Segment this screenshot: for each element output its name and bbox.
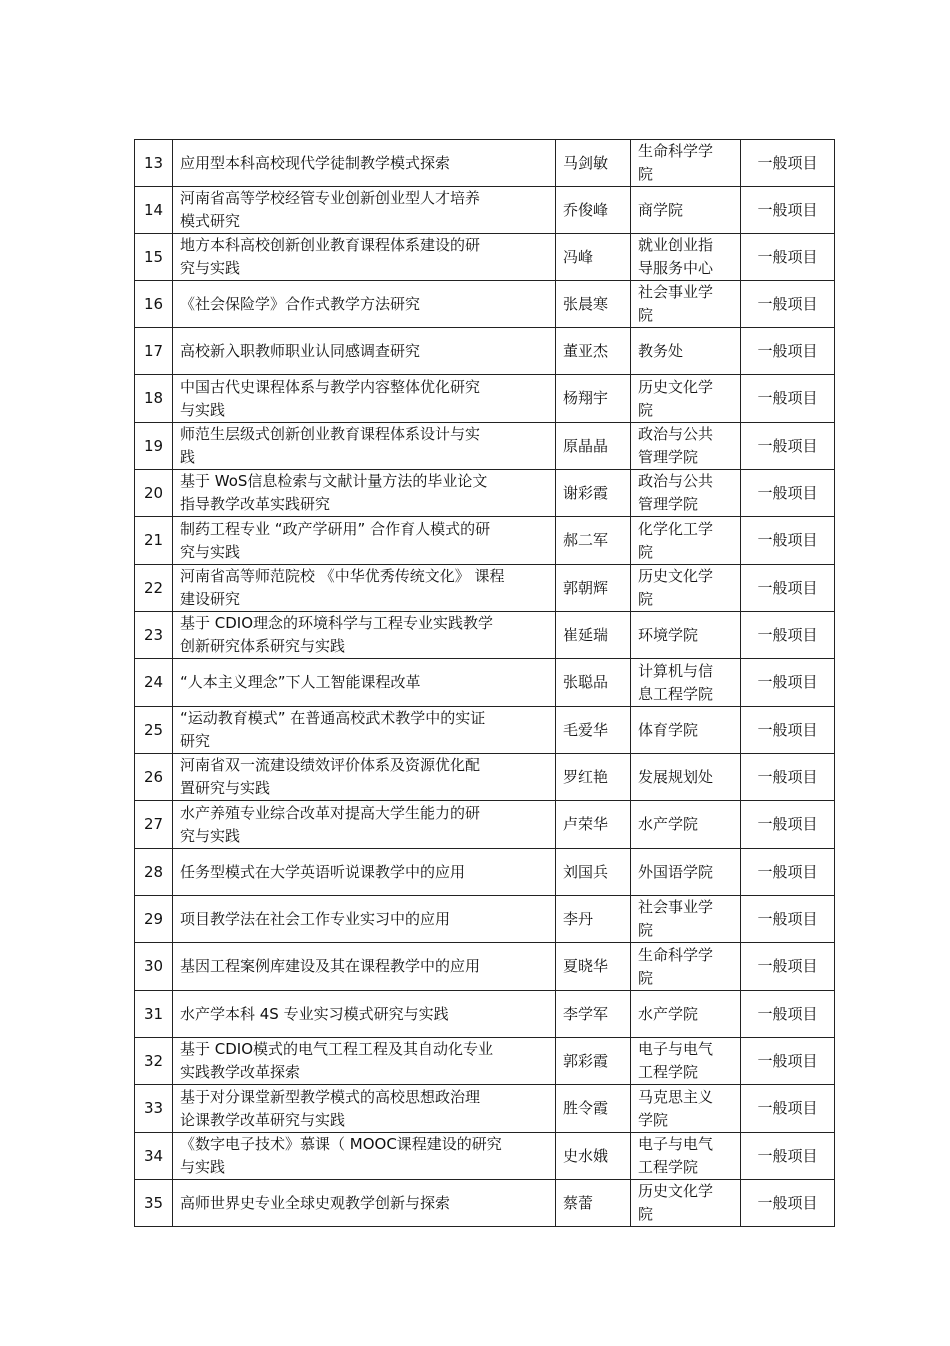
- project-leader-cell: [556, 234, 631, 281]
- row-number-cell: [135, 896, 173, 943]
- project-unit: 计算机与信 息工程学院: [638, 661, 714, 703]
- row-number-cell: [135, 612, 173, 659]
- project-type: 一般项目: [757, 200, 818, 219]
- row-number-cell: [135, 565, 173, 612]
- project-unit: 电子与电气 工程学院: [638, 1040, 714, 1081]
- project-type: 一般项目: [757, 341, 818, 360]
- project-type-cell: [741, 1085, 835, 1133]
- project-unit-cell: [631, 281, 741, 328]
- project-title-cell: [173, 612, 556, 659]
- project-leader-cell: [556, 140, 631, 187]
- project-type-cell: [741, 140, 835, 187]
- project-type-cell: [741, 281, 835, 328]
- project-title: 基于 CDIO模式的电气工程工程及其自动化专业 实践教学改革探索: [180, 1040, 494, 1081]
- project-type: 一般项目: [757, 1146, 818, 1165]
- project-type: 一般项目: [757, 1099, 818, 1117]
- project-leader: 杨翔宇: [563, 389, 609, 407]
- project-unit-cell: [631, 375, 741, 423]
- project-leader: 崔延瑞: [563, 625, 609, 644]
- table-row: [135, 943, 835, 991]
- row-number: 18: [143, 389, 164, 407]
- row-number: 29: [143, 909, 164, 928]
- project-type-cell: [741, 470, 835, 517]
- project-leader: 原晶晶: [563, 436, 609, 455]
- project-title-cell: [173, 328, 556, 375]
- project-unit-cell: [631, 565, 741, 612]
- project-title: 应用型本科高校现代学徒制教学模式探索: [180, 153, 451, 172]
- project-leader-cell: [556, 1133, 631, 1180]
- row-number-cell: [135, 849, 173, 896]
- row-number: 17: [143, 341, 164, 360]
- project-leader-cell: [556, 1180, 631, 1227]
- project-title: 水产学本科 4S 专业实习模式研究与实践: [180, 1004, 449, 1023]
- project-title-cell: [173, 423, 556, 470]
- project-unit: 历史文化学 院: [638, 1182, 714, 1223]
- project-table: [134, 139, 835, 1227]
- table-row: [135, 140, 835, 187]
- row-number-cell: [135, 470, 173, 517]
- project-unit-cell: [631, 943, 741, 991]
- project-unit: 教务处: [638, 341, 684, 360]
- project-unit-cell: [631, 1180, 741, 1227]
- project-unit: 发展规划处: [638, 767, 714, 786]
- project-leader: 卢荣华: [563, 815, 609, 833]
- project-unit: 历史文化学 院: [638, 567, 714, 608]
- table-row: [135, 849, 835, 896]
- project-title-cell: [173, 1133, 556, 1180]
- row-number-cell: [135, 375, 173, 423]
- project-unit-cell: [631, 234, 741, 281]
- project-leader-cell: [556, 423, 631, 470]
- project-leader: 夏晓华: [563, 957, 609, 975]
- project-type: 一般项目: [757, 247, 818, 266]
- project-leader-cell: [556, 612, 631, 659]
- project-unit: 马克思主义 学院: [638, 1087, 714, 1129]
- project-type-cell: [741, 1038, 835, 1085]
- project-leader: 冯峰: [563, 247, 594, 266]
- row-number: 25: [143, 720, 164, 739]
- project-title-cell: [173, 281, 556, 328]
- project-unit-cell: [631, 707, 741, 754]
- project-type: 一般项目: [757, 815, 818, 833]
- project-type: 一般项目: [757, 389, 818, 407]
- project-title-cell: [173, 801, 556, 849]
- project-type: 一般项目: [757, 862, 818, 881]
- project-title-cell: [173, 140, 556, 187]
- project-type: 一般项目: [757, 294, 818, 313]
- project-type-cell: [741, 801, 835, 849]
- project-unit: 历史文化学 院: [638, 377, 714, 419]
- project-title: 基于 WoS信息检索与文献计量方法的毕业论文 指导教学改革实践研究: [180, 472, 488, 513]
- project-unit-cell: [631, 991, 741, 1038]
- project-leader: 谢彩霞: [563, 483, 609, 502]
- project-unit: 体育学院: [638, 720, 699, 739]
- row-number-cell: [135, 801, 173, 849]
- project-type-cell: [741, 565, 835, 612]
- project-title: 基于对分课堂新型教学模式的高校思想政治理 论课教学改革研究与实践: [180, 1087, 481, 1129]
- project-title: 地方本科高校创新创业教育课程体系建设的研 究与实践: [180, 236, 481, 277]
- row-number: 30: [143, 957, 164, 975]
- project-table-body: [135, 140, 835, 1227]
- project-unit-cell: [631, 612, 741, 659]
- row-number: 20: [143, 483, 164, 502]
- project-title: 河南省双一流建设绩效评价体系及资源优化配 置研究与实践: [180, 756, 481, 797]
- row-number-cell: [135, 659, 173, 707]
- project-unit-cell: [631, 328, 741, 375]
- project-leader: 郭朝辉: [563, 578, 609, 597]
- project-title-cell: [173, 565, 556, 612]
- row-number-cell: [135, 423, 173, 470]
- project-type: 一般项目: [757, 531, 818, 549]
- project-unit-cell: [631, 1133, 741, 1180]
- table-row: [135, 565, 835, 612]
- project-type-cell: [741, 754, 835, 801]
- project-leader-cell: [556, 187, 631, 234]
- table-row: [135, 707, 835, 754]
- project-type-cell: [741, 849, 835, 896]
- project-leader: 郝二军: [563, 531, 609, 549]
- row-number: 34: [143, 1146, 164, 1165]
- project-unit: 生命科学学 院: [638, 142, 714, 183]
- project-leader: 马剑敏: [563, 153, 609, 172]
- row-number: 32: [143, 1051, 164, 1070]
- table-row: [135, 423, 835, 470]
- project-type-cell: [741, 1133, 835, 1180]
- row-number: 35: [143, 1193, 164, 1212]
- project-unit-cell: [631, 849, 741, 896]
- project-unit: 生命科学学 院: [638, 945, 714, 987]
- project-unit: 环境学院: [638, 625, 699, 644]
- project-type: 一般项目: [757, 1004, 818, 1023]
- project-unit: 外国语学院: [638, 862, 714, 881]
- row-number-cell: [135, 187, 173, 234]
- project-type-cell: [741, 991, 835, 1038]
- project-unit-cell: [631, 801, 741, 849]
- project-type: 一般项目: [757, 909, 818, 928]
- project-title: 中国古代史课程体系与教学内容整体优化研究 与实践: [180, 377, 481, 419]
- row-number-cell: [135, 707, 173, 754]
- project-unit: 水产学院: [638, 1004, 699, 1023]
- project-type: 一般项目: [757, 153, 818, 172]
- row-number-cell: [135, 281, 173, 328]
- project-type: 一般项目: [757, 1051, 818, 1070]
- project-leader: 李学军: [563, 1004, 609, 1023]
- table-row: [135, 612, 835, 659]
- project-title-cell: [173, 1180, 556, 1227]
- table-row: [135, 328, 835, 375]
- row-number: 21: [143, 531, 164, 549]
- project-type: 一般项目: [757, 1193, 818, 1212]
- project-type-cell: [741, 896, 835, 943]
- project-unit-cell: [631, 1085, 741, 1133]
- project-title: “运动教育模式” 在普通高校武术教学中的实证 研究: [180, 709, 486, 750]
- row-number: 16: [143, 294, 164, 313]
- row-number: 22: [143, 578, 164, 597]
- project-title-cell: [173, 234, 556, 281]
- table-row: [135, 1085, 835, 1133]
- project-leader-cell: [556, 281, 631, 328]
- table-row: [135, 470, 835, 517]
- table-row: [135, 187, 835, 234]
- row-number-cell: [135, 943, 173, 991]
- project-type-cell: [741, 1180, 835, 1227]
- project-unit-cell: [631, 423, 741, 470]
- project-unit-cell: [631, 754, 741, 801]
- project-unit-cell: [631, 140, 741, 187]
- project-type: 一般项目: [757, 673, 818, 691]
- project-title: 河南省高等师范院校 《中华优秀传统文化》 课程 建设研究: [180, 567, 505, 608]
- project-unit: 社会事业学 院: [638, 898, 714, 939]
- project-unit: 商学院: [638, 200, 684, 219]
- table-row: [135, 375, 835, 423]
- project-type: 一般项目: [757, 625, 818, 644]
- project-leader: 张聪品: [563, 673, 609, 691]
- project-type-cell: [741, 707, 835, 754]
- project-title-cell: [173, 659, 556, 707]
- row-number: 23: [143, 625, 164, 644]
- table-row: [135, 281, 835, 328]
- project-title: 基因工程案例库建设及其在课程教学中的应用: [180, 957, 481, 975]
- row-number: 19: [143, 436, 164, 455]
- project-leader-cell: [556, 375, 631, 423]
- project-type: 一般项目: [757, 720, 818, 739]
- project-title-cell: [173, 517, 556, 565]
- project-unit: 就业创业指 导服务中心: [638, 236, 714, 277]
- row-number-cell: [135, 1085, 173, 1133]
- project-leader-cell: [556, 565, 631, 612]
- project-title: 水产养殖专业综合改革对提高大学生能力的研 究与实践: [180, 803, 481, 845]
- project-leader: 蔡蕾: [563, 1193, 594, 1212]
- row-number-cell: [135, 1180, 173, 1227]
- project-unit: 社会事业学 院: [638, 283, 714, 324]
- project-leader: 毛爱华: [563, 720, 609, 739]
- row-number: 27: [143, 815, 164, 833]
- project-leader-cell: [556, 1085, 631, 1133]
- project-unit-cell: [631, 896, 741, 943]
- project-title-cell: [173, 943, 556, 991]
- row-number-cell: [135, 1133, 173, 1180]
- project-type-cell: [741, 234, 835, 281]
- row-number: 33: [143, 1099, 164, 1117]
- project-type-cell: [741, 328, 835, 375]
- project-title-cell: [173, 991, 556, 1038]
- table-row: [135, 991, 835, 1038]
- project-title-cell: [173, 1085, 556, 1133]
- project-leader: 罗红艳: [563, 767, 609, 786]
- project-unit: 政治与公共 管理学院: [638, 425, 714, 466]
- project-type-cell: [741, 612, 835, 659]
- project-type: 一般项目: [757, 578, 818, 597]
- project-type: 一般项目: [757, 957, 818, 975]
- row-number: 28: [143, 862, 164, 881]
- row-number: 15: [143, 247, 164, 266]
- project-title-cell: [173, 375, 556, 423]
- row-number-cell: [135, 754, 173, 801]
- project-title: “人本主义理念”下人工智能课程改革: [180, 673, 421, 691]
- row-number-cell: [135, 517, 173, 565]
- project-leader: 乔俊峰: [563, 200, 609, 219]
- project-leader-cell: [556, 707, 631, 754]
- row-number: 24: [143, 673, 164, 691]
- project-type: 一般项目: [757, 483, 818, 502]
- project-unit-cell: [631, 517, 741, 565]
- project-title: 河南省高等学校经管专业创新创业型人才培养 模式研究: [180, 189, 481, 230]
- table-row: [135, 1038, 835, 1085]
- project-leader: 董亚杰: [563, 341, 609, 360]
- project-title: 任务型模式在大学英语听说课教学中的应用: [180, 862, 466, 881]
- project-leader-cell: [556, 896, 631, 943]
- project-title-cell: [173, 896, 556, 943]
- row-number: 26: [143, 767, 164, 786]
- project-title: 基于 CDIO理念的环境科学与工程专业实践教学 创新研究体系研究与实践: [180, 614, 494, 655]
- project-type-cell: [741, 187, 835, 234]
- table-row: [135, 517, 835, 565]
- project-leader: 胜令霞: [563, 1099, 609, 1117]
- project-title: 《社会保险学》合作式教学方法研究: [180, 294, 421, 313]
- project-title: 高师世界史专业全球史观教学创新与探索: [180, 1193, 451, 1212]
- project-unit-cell: [631, 659, 741, 707]
- project-unit-cell: [631, 187, 741, 234]
- project-leader-cell: [556, 470, 631, 517]
- project-leader-cell: [556, 328, 631, 375]
- row-number-cell: [135, 140, 173, 187]
- project-unit: 水产学院: [638, 815, 699, 833]
- project-leader: 刘国兵: [563, 862, 609, 881]
- project-leader-cell: [556, 849, 631, 896]
- row-number: 14: [143, 200, 164, 219]
- project-type-cell: [741, 943, 835, 991]
- table-row: [135, 896, 835, 943]
- row-number-cell: [135, 991, 173, 1038]
- project-leader: 张晨寒: [563, 294, 609, 313]
- row-number-cell: [135, 234, 173, 281]
- table-row: [135, 1180, 835, 1227]
- project-unit: 电子与电气 工程学院: [638, 1135, 714, 1176]
- project-type-cell: [741, 517, 835, 565]
- project-title-cell: [173, 707, 556, 754]
- project-leader: 史水娥: [563, 1146, 609, 1165]
- project-type-cell: [741, 423, 835, 470]
- project-unit-cell: [631, 470, 741, 517]
- project-title-cell: [173, 754, 556, 801]
- project-unit-cell: [631, 1038, 741, 1085]
- project-leader-cell: [556, 1038, 631, 1085]
- table-row: [135, 234, 835, 281]
- row-number: 13: [143, 153, 164, 172]
- project-title: 高校新入职教师职业认同感调查研究: [180, 341, 421, 360]
- project-title: 项目教学法在社会工作专业实习中的应用: [180, 909, 451, 928]
- project-title-cell: [173, 1038, 556, 1085]
- project-unit: 政治与公共 管理学院: [638, 472, 714, 513]
- project-type: 一般项目: [757, 767, 818, 786]
- project-title: 《数字电子技术》慕课（ MOOC课程建设的研究 与实践: [180, 1135, 502, 1176]
- project-type-cell: [741, 659, 835, 707]
- table-row: [135, 801, 835, 849]
- project-title-cell: [173, 187, 556, 234]
- project-type: 一般项目: [757, 436, 818, 455]
- table-row: [135, 754, 835, 801]
- table-row: [135, 659, 835, 707]
- project-leader-cell: [556, 754, 631, 801]
- project-leader: 李丹: [563, 909, 594, 928]
- project-title: 师范生层级式创新创业教育课程体系设计与实 践: [180, 425, 481, 466]
- project-leader-cell: [556, 801, 631, 849]
- row-number-cell: [135, 1038, 173, 1085]
- table-row: [135, 1133, 835, 1180]
- project-leader-cell: [556, 517, 631, 565]
- row-number-cell: [135, 328, 173, 375]
- project-title-cell: [173, 849, 556, 896]
- project-leader-cell: [556, 991, 631, 1038]
- project-leader: 郭彩霞: [563, 1051, 609, 1070]
- row-number: 31: [143, 1004, 164, 1023]
- project-title-cell: [173, 470, 556, 517]
- project-leader-cell: [556, 659, 631, 707]
- project-unit: 化学化工学 院: [638, 519, 714, 561]
- project-leader-cell: [556, 943, 631, 991]
- project-type-cell: [741, 375, 835, 423]
- project-title: 制药工程专业 “政产学研用” 合作育人模式的研 究与实践: [180, 519, 491, 561]
